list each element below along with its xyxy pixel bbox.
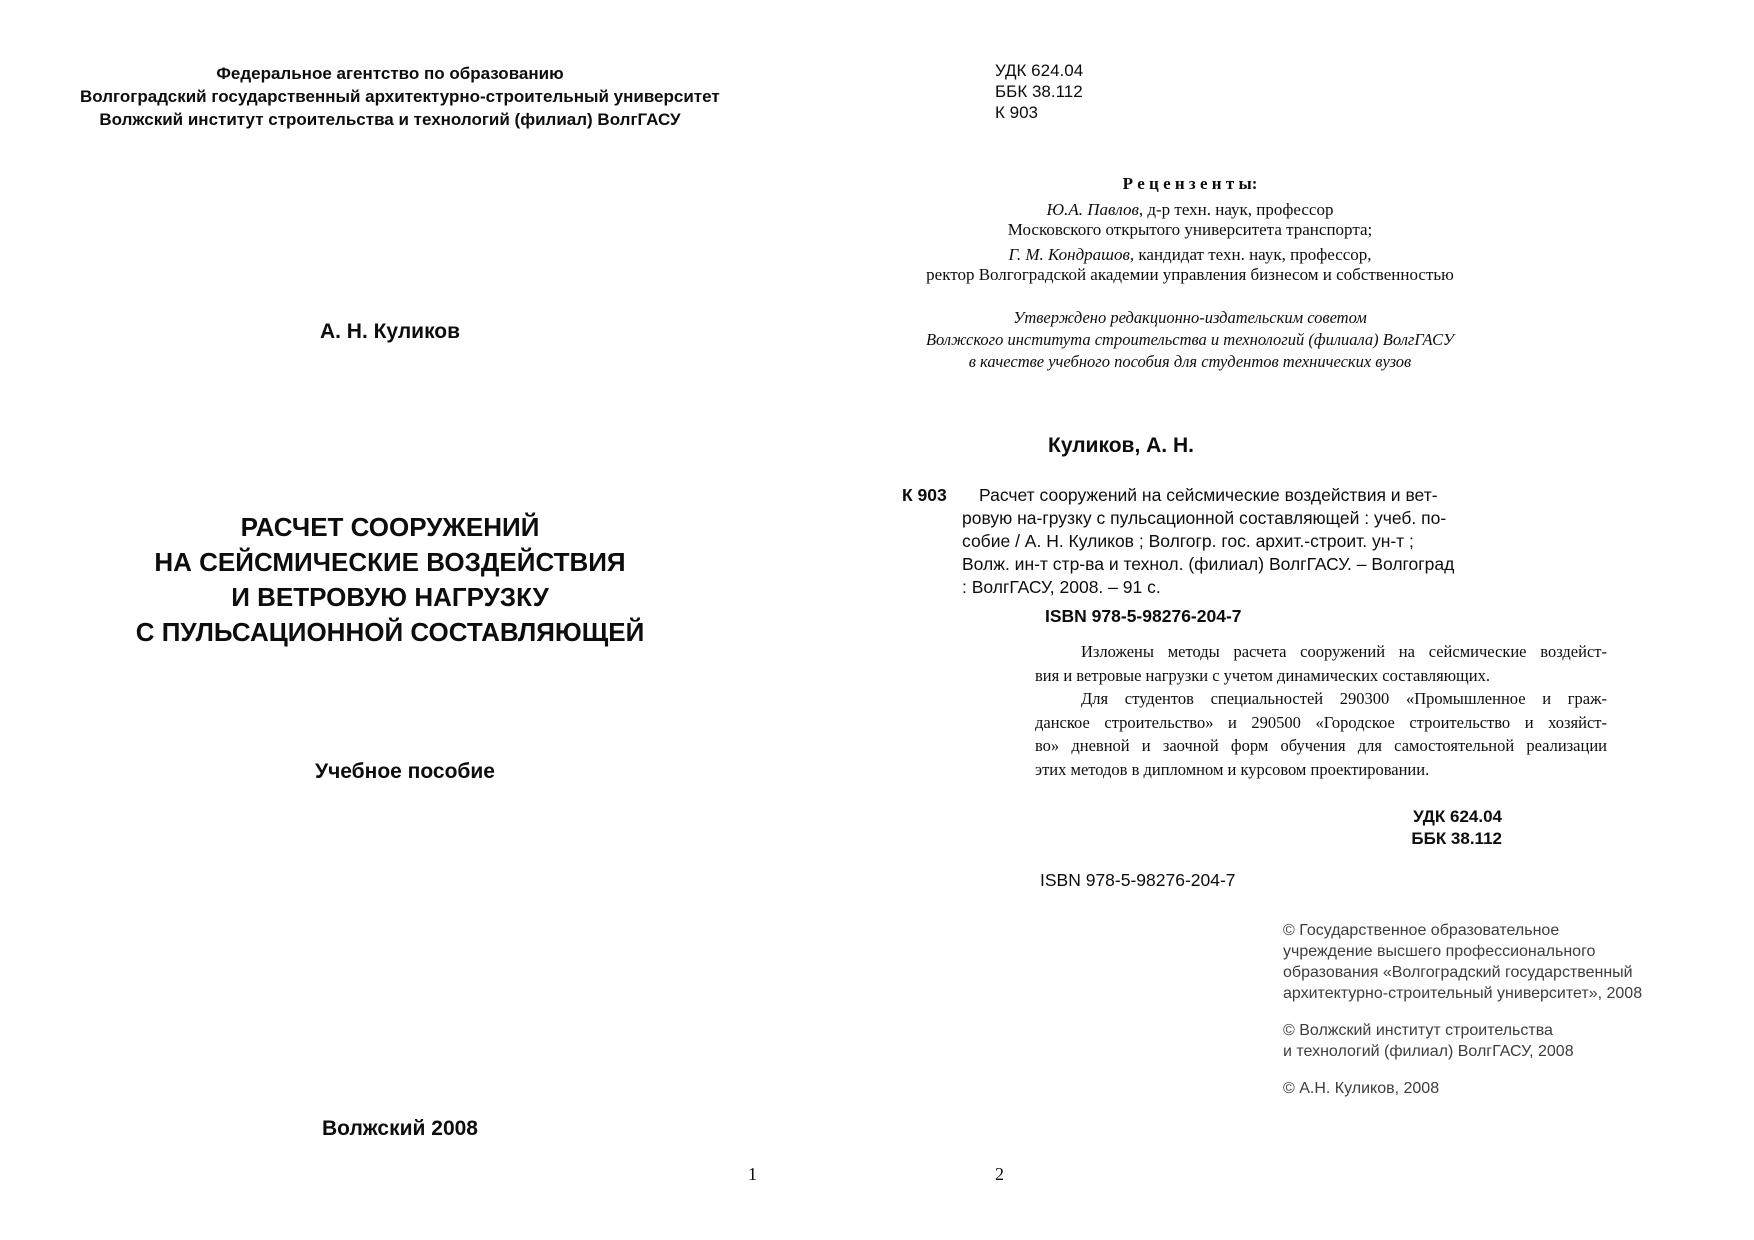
copyright-author: © А.Н. Куликов, 2008 [1283,1080,1440,1097]
author-sign-code: К 903 [995,103,1038,122]
institute-line: Волжский институт строительства и технологий (филиал) ВолгГАСУ [99,110,681,129]
book-title-line: РАСЧЕТ СООРУЖЕНИЙ [240,512,540,542]
approval-line: Утверждено редакционно-издательским советом [1013,308,1367,327]
copyright-line: и технологий (филиал) ВолгГАСУ, 2008 [1283,1043,1574,1060]
book-title-line: НА СЕЙСМИЧЕСКИЕ ВОЗДЕЙСТВИЯ [154,547,626,577]
reviewer-2-affiliation: ректор Волгоградской академии управления бизнесом и собственностью [926,265,1454,284]
author-name: А. Н. Куликов [319,320,461,343]
catalog-line: собие / А. Н. Куликов ; Волгогр. гос. архит.-строит. ун-т ; [962,531,1414,551]
catalog-author-heading: Куликов, А. Н. [1048,434,1194,457]
catalog-line: : ВолгГАСУ, 2008. – 91 с. [962,577,1161,597]
annotation-line: данское строительство» и 290500 «Городское строительство и хозяйст- [1035,712,1607,732]
reviewer-1-name: Ю.А. Павлов [1046,200,1139,219]
catalog-line: Волж. ин-т стр-ва и технол. (филиал) ВолгГАСУ. – Волгоград [962,554,1455,574]
copyright-line: архитектурно-строительный университет», 2008 [1283,985,1643,1002]
approval-line: Волжского института строительства и технологий (филиала) ВолгГАСУ [925,330,1455,349]
book-title [60,510,720,650]
isbn-number-plain: ISBN 978-5-98276-204-7 [1040,870,1236,890]
catalog-line: ровую на-грузку с пульсационной составляющей : учеб. по- [962,508,1447,528]
book-title-line: С ПУЛЬСАЦИОННОЙ СОСТАВЛЯЮЩЕЙ [135,617,645,647]
page-number-right: 2 [995,1164,1004,1184]
reviewers-heading: Р е ц е н з е н т ы: [1122,174,1258,193]
copyright-block [1283,920,1642,1099]
annotation-line: Для студентов специальностей 290300 «Промышленное и граж- [1081,689,1607,708]
publisher-agency-line: Федеральное агентство по образованию [216,64,564,83]
page-number-left: 1 [748,1164,757,1184]
copyright-institute [1283,1020,1642,1062]
bbk-code: ББК 38.112 [995,82,1083,101]
reviewer-2-degree: , кандидат техн. наук, профессор, [1129,245,1372,264]
reviewer-1 [890,200,1490,220]
copyright-line: образования «Волгоградский государственный [1283,964,1633,981]
catalog-line: Расчет сооружений на сейсмические воздействия и вет- [979,485,1438,505]
university-line: Волгоградский государственный архитектурно-строительный университет [80,87,720,106]
catalog-description [962,484,1454,599]
reviewer-2-name: Г. М. Кондрашов [1008,245,1130,264]
annotation-line: во» дневной и заочной форм обучения для самостоятельной реализации [1035,736,1607,755]
udc-classification-repeat [1290,806,1502,850]
catalog-card-entry [902,484,1454,599]
book-subtitle: Учебное пособие [315,760,495,783]
copyright-university [1283,920,1642,1004]
approval-line: в качестве учебного пособия для студентов технических вузов [968,352,1412,371]
left-page-header [80,62,720,131]
book-title-line: И ВЕТРОВУЮ НАГРУЗКУ [231,582,549,612]
annotation-block [1035,640,1607,781]
annotation-line: Изложены методы расчета сооружений на сейсмические воздейст- [1081,642,1607,661]
reviewer-1-affiliation: Московского открытого университета транспорта; [1007,220,1373,239]
udc-code: УДК 624.04 [1413,807,1502,826]
annotation-line: вия и ветровые нагрузки с учетом динамических составляющих. [1035,665,1490,685]
reviewer-1-degree: , д-р техн. наук, профессор [1138,200,1334,219]
copyright-line: © Волжский институт строительства [1283,1022,1553,1039]
approval-statement [890,307,1490,373]
reviewers-block [890,174,1490,285]
reviewer-2 [890,245,1490,265]
isbn-number-bold: ISBN 978-5-98276-204-7 [1045,606,1242,626]
catalog-code: К 903 [902,485,947,505]
copyright-line: учреждение высшего профессионального [1283,943,1596,960]
imprint-city-year: Волжский 2008 [322,1117,478,1140]
bbk-code: ББК 38.112 [1411,829,1502,848]
annotation-line: этих методов в дипломном и курсовом проектировании. [1035,759,1430,779]
udc-classification-block [995,60,1083,123]
copyright-line: © Государственное образовательное [1283,922,1560,939]
udc-code: УДК 624.04 [995,61,1084,80]
